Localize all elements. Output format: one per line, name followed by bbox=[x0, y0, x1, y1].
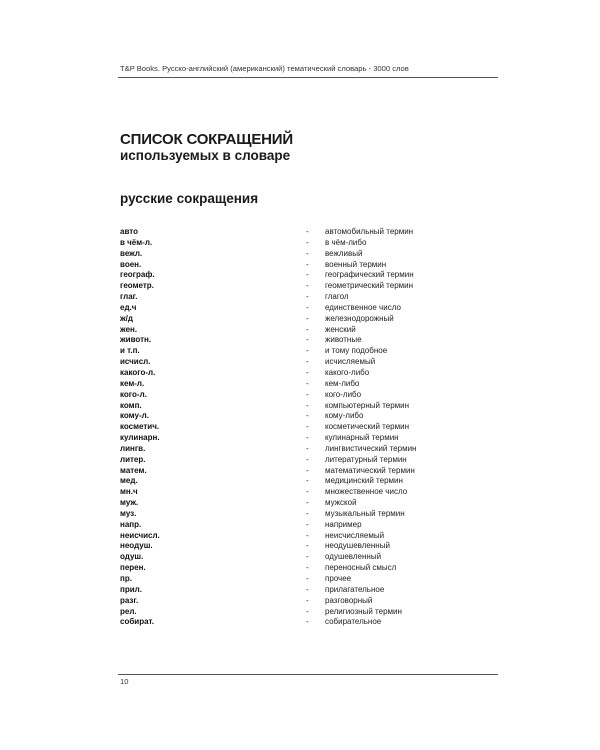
separator-dash: - bbox=[306, 574, 309, 583]
abbreviation-term: глаг. bbox=[120, 292, 138, 302]
list-item bbox=[120, 585, 500, 596]
abbreviation-definition: например bbox=[325, 519, 362, 529]
list-item bbox=[120, 552, 500, 563]
abbreviation-definition: музыкальный термин bbox=[325, 508, 405, 518]
abbreviation-term: вежл. bbox=[120, 248, 143, 258]
abbreviation-definition: прочее bbox=[325, 574, 352, 583]
abbreviation-definition: единственное число bbox=[325, 302, 401, 312]
separator-dash: - bbox=[306, 227, 309, 236]
separator-dash: - bbox=[306, 443, 309, 453]
abbreviation-term: лингв. bbox=[120, 443, 146, 453]
separator-dash: - bbox=[306, 476, 309, 486]
abbreviation-term: пр. bbox=[120, 574, 132, 583]
list-item bbox=[120, 260, 500, 271]
abbreviation-definition: женский bbox=[325, 324, 356, 334]
list-item bbox=[120, 270, 500, 281]
list-item bbox=[120, 379, 500, 390]
separator-dash: - bbox=[306, 378, 309, 388]
separator-dash: - bbox=[306, 389, 309, 399]
abbreviation-term: ж/д bbox=[120, 313, 133, 323]
abbreviation-definition: исчисляемый bbox=[325, 357, 376, 367]
abbreviation-definition: математический термин bbox=[325, 465, 415, 475]
list-item bbox=[120, 401, 500, 412]
section-heading: русские сокращения bbox=[120, 191, 259, 206]
separator-dash: - bbox=[306, 595, 309, 605]
abbreviation-definition: неисчисляемый bbox=[325, 530, 385, 540]
separator-dash: - bbox=[306, 422, 309, 432]
separator-dash: - bbox=[306, 292, 309, 302]
list-item bbox=[120, 563, 500, 574]
abbreviation-definition: военный термин bbox=[325, 259, 387, 269]
abbreviation-term: неисчисл. bbox=[120, 530, 160, 540]
abbreviation-definition: геометрический термин bbox=[325, 281, 414, 291]
abbreviation-definition: какого-либо bbox=[325, 367, 370, 377]
abbreviation-term: географ. bbox=[120, 270, 155, 280]
separator-dash: - bbox=[306, 357, 309, 367]
list-item bbox=[120, 520, 500, 531]
separator-dash: - bbox=[306, 400, 309, 410]
abbreviation-term: муж. bbox=[120, 498, 139, 508]
separator-dash: - bbox=[306, 324, 309, 334]
list-item bbox=[120, 335, 500, 346]
abbreviation-definition: прилагательное bbox=[325, 584, 385, 594]
list-item bbox=[120, 227, 500, 238]
abbreviation-definition: религиозный термин bbox=[325, 606, 402, 616]
abbreviation-definition: компьютерный термин bbox=[325, 400, 410, 410]
list-item bbox=[120, 596, 500, 607]
abbreviation-term: жен. bbox=[120, 324, 138, 334]
abbreviation-term: одуш. bbox=[120, 552, 144, 562]
abbreviation-definition: вежливый bbox=[325, 248, 363, 258]
running-header: T&P Books. Русско-английский (американский) тематический словарь - 3000 слов bbox=[120, 64, 409, 73]
separator-dash: - bbox=[306, 313, 309, 323]
abbreviation-term: комп. bbox=[120, 400, 142, 410]
separator-dash: - bbox=[306, 465, 309, 475]
abbreviation-term: исчисл. bbox=[120, 357, 151, 367]
separator-dash: - bbox=[306, 248, 309, 258]
list-item bbox=[120, 346, 500, 357]
separator-dash: - bbox=[306, 237, 309, 247]
abbreviation-definition: кем-либо bbox=[325, 378, 360, 388]
list-item bbox=[120, 411, 500, 422]
abbreviation-definition: кому-либо bbox=[325, 411, 364, 421]
separator-dash: - bbox=[306, 563, 309, 573]
abbreviation-term: кулинарн. bbox=[120, 433, 160, 443]
abbreviation-definition: кулинарный термин bbox=[325, 433, 399, 443]
list-item bbox=[120, 433, 500, 444]
abbreviation-definition: переносный смысл bbox=[325, 563, 397, 573]
list-item bbox=[120, 574, 500, 585]
abbreviation-term: литер. bbox=[120, 454, 146, 464]
abbreviation-term: воен. bbox=[120, 259, 142, 269]
separator-dash: - bbox=[306, 259, 309, 269]
list-item bbox=[120, 498, 500, 509]
abbreviation-definition: автомобильный термин bbox=[325, 227, 414, 236]
abbreviation-definition: животные bbox=[325, 335, 362, 345]
abbreviation-definition: глагол bbox=[325, 292, 349, 302]
separator-dash: - bbox=[306, 270, 309, 280]
separator-dash: - bbox=[306, 433, 309, 443]
abbreviation-term: мн.ч bbox=[120, 487, 138, 497]
footer-rule bbox=[118, 674, 498, 675]
abbreviation-term: собират. bbox=[120, 617, 154, 627]
separator-dash: - bbox=[306, 519, 309, 529]
abbreviation-definition: лингвистический термин bbox=[325, 443, 417, 453]
separator-dash: - bbox=[306, 498, 309, 508]
title-block bbox=[120, 131, 293, 164]
list-item bbox=[120, 357, 500, 368]
list-item bbox=[120, 281, 500, 292]
abbreviation-term: какого-л. bbox=[120, 367, 156, 377]
abbreviation-definition: литературный термин bbox=[325, 454, 407, 464]
abbreviation-term: косметич. bbox=[120, 422, 160, 432]
list-item bbox=[120, 292, 500, 303]
abbreviation-term: и т.п. bbox=[120, 346, 140, 356]
abbreviation-term: муз. bbox=[120, 508, 137, 518]
abbreviation-term: в чём-л. bbox=[120, 237, 153, 247]
separator-dash: - bbox=[306, 302, 309, 312]
abbreviation-definition: кого-либо bbox=[325, 389, 362, 399]
abbreviation-term: кем-л. bbox=[120, 378, 145, 388]
abbreviation-list bbox=[120, 227, 500, 628]
list-item bbox=[120, 325, 500, 336]
separator-dash: - bbox=[306, 487, 309, 497]
abbreviation-definition: и тому подобное bbox=[325, 346, 388, 356]
page-title: СПИСОК СОКРАЩЕНИЙ bbox=[120, 131, 293, 148]
separator-dash: - bbox=[306, 281, 309, 291]
abbreviation-definition: медицинский термин bbox=[325, 476, 403, 486]
abbreviation-term: разг. bbox=[120, 595, 139, 605]
abbreviation-term: кого-л. bbox=[120, 389, 147, 399]
abbreviation-term: матем. bbox=[120, 465, 147, 475]
header-rule bbox=[118, 77, 498, 78]
list-item bbox=[120, 509, 500, 520]
separator-dash: - bbox=[306, 411, 309, 421]
list-item bbox=[120, 531, 500, 542]
abbreviation-definition: косметический термин bbox=[325, 422, 409, 432]
abbreviation-term: напр. bbox=[120, 519, 142, 529]
abbreviation-term: рел. bbox=[120, 606, 137, 616]
separator-dash: - bbox=[306, 367, 309, 377]
list-item bbox=[120, 541, 500, 552]
abbreviation-term: кому-л. bbox=[120, 411, 149, 421]
list-item bbox=[120, 455, 500, 466]
abbreviation-definition: разговорный bbox=[325, 595, 373, 605]
separator-dash: - bbox=[306, 541, 309, 551]
abbreviation-definition: географический термин bbox=[325, 270, 414, 280]
list-item bbox=[120, 444, 500, 455]
abbreviation-definition: в чём-либо bbox=[325, 237, 367, 247]
separator-dash: - bbox=[306, 454, 309, 464]
separator-dash: - bbox=[306, 617, 309, 627]
separator-dash: - bbox=[306, 346, 309, 356]
abbreviation-definition: множественное число bbox=[325, 487, 408, 497]
list-item bbox=[120, 249, 500, 260]
list-item bbox=[120, 617, 500, 628]
list-item bbox=[120, 487, 500, 498]
separator-dash: - bbox=[306, 552, 309, 562]
separator-dash: - bbox=[306, 508, 309, 518]
abbreviation-term: ед.ч bbox=[120, 302, 137, 312]
abbreviation-term: прил. bbox=[120, 584, 142, 594]
abbreviation-term: геометр. bbox=[120, 281, 154, 291]
separator-dash: - bbox=[306, 584, 309, 594]
separator-dash: - bbox=[306, 530, 309, 540]
abbreviation-definition: мужской bbox=[325, 498, 357, 508]
abbreviation-term: животн. bbox=[120, 335, 152, 345]
separator-dash: - bbox=[306, 606, 309, 616]
page-subtitle: используемых в словаре bbox=[120, 148, 291, 163]
list-item bbox=[120, 303, 500, 314]
list-item bbox=[120, 390, 500, 401]
list-item bbox=[120, 238, 500, 249]
abbreviation-definition: собирательное bbox=[325, 617, 382, 627]
abbreviation-definition: неодушевленный bbox=[325, 541, 390, 551]
page-number: 10 bbox=[120, 677, 129, 686]
separator-dash: - bbox=[306, 335, 309, 345]
abbreviation-term: авто bbox=[120, 227, 138, 236]
list-item bbox=[120, 314, 500, 325]
list-item bbox=[120, 607, 500, 618]
list-item bbox=[120, 476, 500, 487]
abbreviation-definition: одушевленный bbox=[325, 552, 382, 562]
abbreviation-definition: железнодорожный bbox=[325, 313, 394, 323]
list-item bbox=[120, 466, 500, 477]
abbreviation-term: мед. bbox=[120, 476, 138, 486]
abbreviation-term: неодуш. bbox=[120, 541, 153, 551]
abbreviation-term: перен. bbox=[120, 563, 146, 573]
list-item bbox=[120, 422, 500, 433]
list-item bbox=[120, 368, 500, 379]
